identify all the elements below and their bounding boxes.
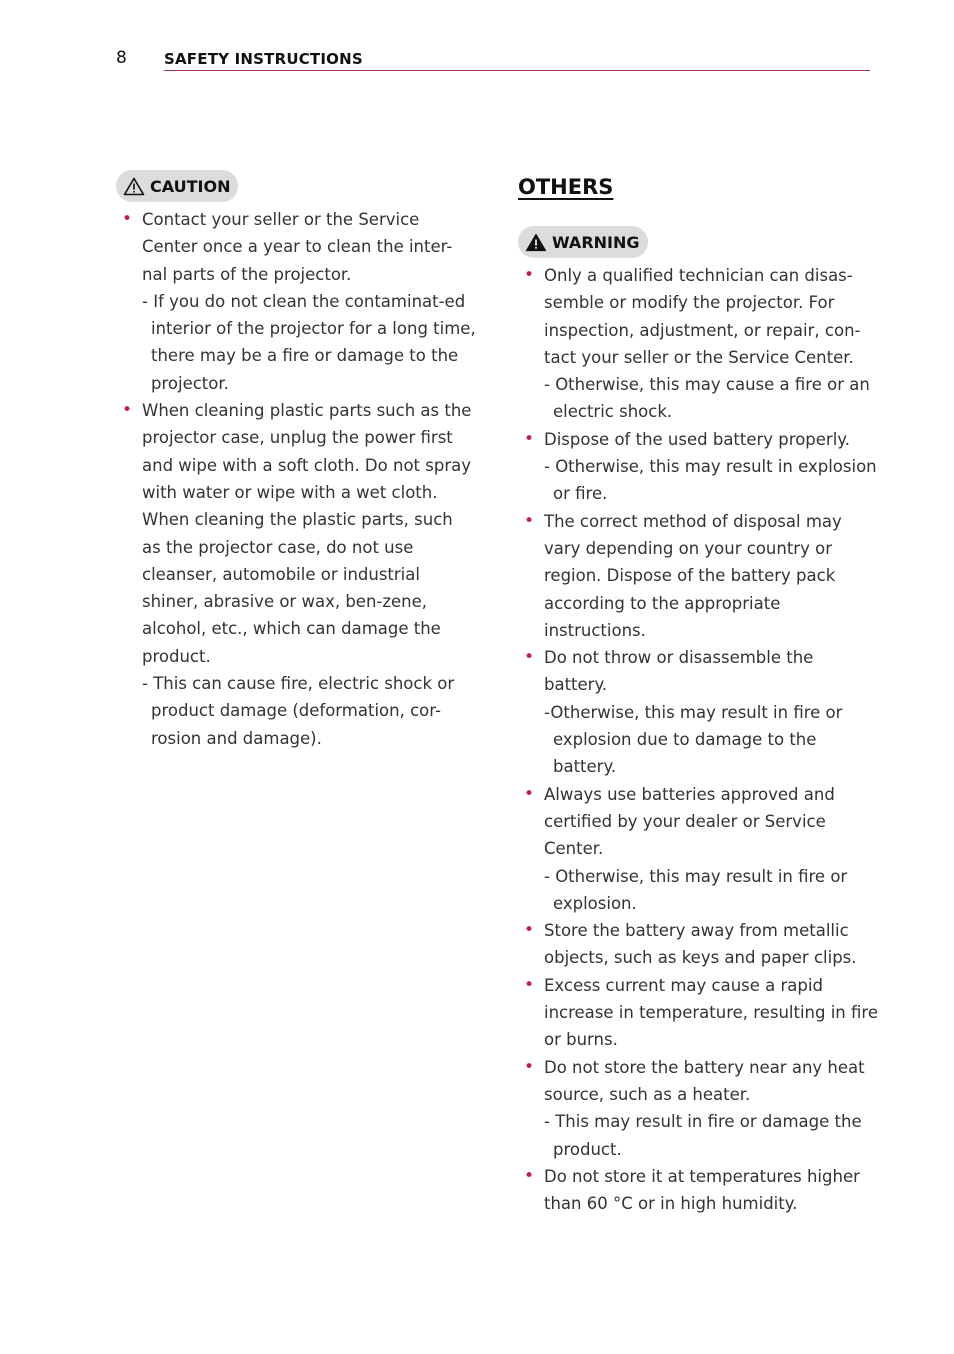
list-item bbox=[518, 1163, 878, 1218]
bullet-dot-icon: • bbox=[524, 920, 535, 941]
warning-badge bbox=[518, 226, 648, 258]
page-header bbox=[116, 48, 870, 72]
bullet-dot-icon: • bbox=[524, 1165, 535, 1186]
bullet-dot-icon: • bbox=[524, 647, 535, 668]
list-item bbox=[116, 206, 476, 397]
header-divider bbox=[164, 70, 870, 71]
bullet-dot-icon: • bbox=[122, 209, 133, 229]
item-text: Dispose of the used battery properly. bbox=[544, 429, 850, 449]
right-column bbox=[518, 170, 878, 1217]
item-text: Do not store the battery near any heat source, such as a heater. bbox=[544, 1057, 865, 1104]
bullet-dot-icon: • bbox=[524, 974, 535, 995]
bullet-dot-icon: • bbox=[122, 400, 133, 421]
caution-triangle-icon bbox=[123, 177, 145, 196]
item-text: Contact your seller or the Service Center once a year to clean the inter-nal parts of the projector. bbox=[142, 210, 453, 284]
list-item bbox=[116, 397, 476, 752]
warning-label: WARNING bbox=[552, 232, 640, 252]
page-number: 8 bbox=[116, 48, 127, 68]
list-item bbox=[518, 262, 878, 426]
bullet-dot-icon: • bbox=[524, 428, 535, 449]
list-item bbox=[518, 972, 878, 1054]
item-subnote: - This can cause fire, electric shock or product damage (deformation, cor-rosion and damage). bbox=[142, 674, 455, 748]
item-text: The correct method of disposal may vary depending on your country or region. Dispose of the battery pack according to the appropriate instructions. bbox=[544, 511, 842, 640]
list-item bbox=[518, 917, 878, 972]
caution-label: CAUTION bbox=[150, 176, 231, 196]
others-heading: OTHERS bbox=[518, 175, 614, 199]
item-text: Only a qualified technician can disas-semble or modify the projector. For inspection, adjustment, or repair, con-tact your seller or the Service Center. bbox=[544, 266, 861, 367]
item-text: When cleaning plastic parts such as the projector case, unplug the power first and wipe with a soft cloth. Do not spray with water or wipe with a wet cloth. When cleaning the plastic parts, such as the projector case, do not use cleanser, automobile or industrial shiner, abrasive or wax, ben-zene, alcohol, etc., which can damage the product. bbox=[142, 401, 472, 666]
left-column bbox=[116, 170, 476, 752]
item-subnote: - Otherwise, this may cause a fire or an electric shock. bbox=[544, 375, 870, 422]
warning-list bbox=[518, 262, 878, 1217]
item-subnote: - Otherwise, this may result in fire or explosion. bbox=[544, 866, 848, 913]
item-text: Always use batteries approved and certified by your dealer or Service Center. bbox=[544, 784, 835, 859]
list-item bbox=[518, 644, 878, 780]
item-text: Excess current may cause a rapid increase in temperature, resulting in fire or burns. bbox=[544, 975, 878, 1050]
list-item bbox=[518, 1054, 878, 1163]
bullet-dot-icon: • bbox=[524, 265, 535, 285]
list-item bbox=[518, 426, 878, 508]
bullet-dot-icon: • bbox=[524, 1056, 535, 1077]
warning-triangle-icon bbox=[525, 233, 547, 252]
section-title: SAFETY INSTRUCTIONS bbox=[164, 50, 363, 68]
bullet-dot-icon: • bbox=[524, 510, 535, 531]
item-subnote: - This may result in fire or damage the product. bbox=[544, 1112, 862, 1159]
caution-list bbox=[116, 206, 476, 752]
caution-badge bbox=[116, 170, 238, 202]
bullet-dot-icon: • bbox=[524, 783, 535, 804]
item-text: Do not store it at temperatures higher than 60 °C or in high humidity. bbox=[544, 1166, 860, 1214]
item-subnote: -Otherwise, this may result in fire or explosion due to damage to the battery. bbox=[544, 702, 843, 777]
item-text: Store the battery away from metallic objects, such as keys and paper clips. bbox=[544, 921, 857, 968]
item-subnote: - Otherwise, this may result in explosion or fire. bbox=[544, 457, 877, 504]
list-item bbox=[518, 508, 878, 644]
item-text: Do not throw or disassemble the battery. bbox=[544, 648, 814, 695]
list-item bbox=[518, 781, 878, 917]
item-subnote: - If you do not clean the contaminat-ed interior of the projector for a long time, there may be a fire or damage to the projector. bbox=[142, 291, 476, 393]
